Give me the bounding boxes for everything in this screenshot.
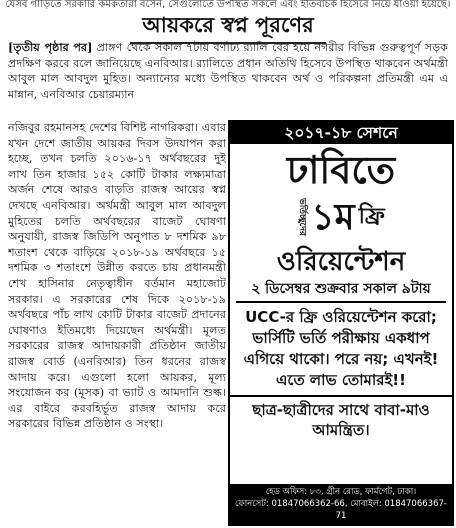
ad-rank-row: [230, 194, 452, 240]
article-intro: [8, 40, 448, 120]
advertisement[interactable]: [228, 120, 454, 526]
ad-vertical-label: ভর্তিচ্ছুদের: [297, 198, 308, 236]
headline-text: আয়করে স্বপ্ন পূরণের: [142, 12, 314, 37]
ad-phones: ফোনসেট: 01847066362-66, মোবাইল: 01847066367-71: [235, 499, 447, 521]
intro-text: প্রাঙ্গণ থেকে সকাল ৭টায় বর্ণাঢ্য র‍্যালি বের হয়ে নগরীর বিভিন্ন গুরুত্বপূর্ণ সড়ক প্রদক্ষিণ করবে বলে জানিয়েছে এনবিআর। র‍্যালিতে প্রধান অতিথি হিসেবে উপস্থিত থাকবেন অর্থমন্ত্রী আবুল মাল আবদুল মুহিত। অন্যান্যের মধ্যে উপস্থিত থাকবেন অর্থ ও পরিকল্পনা প্রতিমন্ত্রী এম এ মান্নান, এনবিআর চেয়ারম্যান: [8, 41, 448, 101]
article-headline: [0, 12, 456, 38]
ad-promo-text: UCC-র ফ্রি ওরিয়েন্টেশন করো; ভার্সিটি ভর্তি পরীক্ষায় একধাপ এগিয়ে থাকো। পরে নয়; এখনই! এতে লাভ তোমারই!!: [243, 308, 439, 389]
ad-rank: ১ম: [311, 196, 355, 238]
ad-session-banner: ২০১৭-১৮ সেশনে: [230, 122, 452, 144]
ad-city: ঢাবিতে: [286, 147, 396, 192]
article-column: [8, 120, 226, 524]
ad-date-line: ২ ডিসেম্বর শুক্রবার সকাল ৯টায়: [236, 280, 446, 303]
ad-invite: ছাত্র-ছাত্রীদের সাথে বাবা-মাও আমন্ত্রিত।: [230, 395, 452, 440]
article-body: নজিবুর রহমানসহ দেশের বিশিষ্ট নাগরিকরা। এবার যখন দেশে জাতীয় আয়কর দিবস উদযাপন করা হচ্ছে, তখন চলতি ২০১৬-১৭ অর্থবছরের দুই লাখ তিন হাজার ১৫২ কোটি টাকার লক্ষ্যমাত্রা অর্জন শেষে আরও বাড়তি রাজস্ব আয়ের স্বপ্ন দেখছে এনবিআর। অর্থমন্ত্রী আবুল মাল আবদুল মুহিতের চলতি অর্থবছরের বাজেট ঘোষণা অনুযায়ী, রাজস্ব জিডিপি অনুপাত ৮ দশমিক ৯৮ শতাংশ থেকে বাড়িয়ে ২০১৮-১৯ অর্থবছরে ১৫ দশমিক ৩ শতাংশে উন্নীত করতে চায় প্রধানমন্ত্রী শেখ হাসিনার নেতৃত্বাধীন বর্তমান মহাজোট সরকার। এ সরকারের শেষ দিকে ২০১৮-১৯ অর্থবছরে পাঁচ লাখ কোটি টাকার বাজেট প্রদানের ঘোষণাও ইতিমধ্যে দিয়েছেন অর্থমন্ত্রী। মূলত সরকারের রাজস্ব আদায়কারী প্রতিষ্ঠান জাতীয় রাজস্ব বোর্ড (এনবিআর) তিন ধরনের রাজস্ব আদায় করে। এগুলো হলো আয়কর, মূল্য সংযোজন কর (মূসক) বা ভ্যাট ও আমদানি শুল্ক। এর বাইরে করবহির্ভূত রাজস্ব আদায় করে সরকারের বিভিন্ন প্রতিষ্ঠান ও সংস্থা।: [8, 121, 226, 431]
ad-footer: [230, 484, 452, 524]
previous-article-tail: যেসব গাড়িতে সরকারি কর্মকর্তারা বসেন, সেগুলোতে উপস্থিত সকলে এবং ইতিবাচক হিসেবে নিয়ে যাওয়া হয়েছে।: [5, 0, 451, 10]
continued-from-label: [তৃতীয় পৃষ্ঠার পর]: [8, 40, 93, 54]
ad-orientation: ওরিয়েন্টেশন: [276, 247, 406, 277]
ad-address: হেড অফিস: ৮৩, গ্রীন রোড, ফার্মগেট, ঢাকা।: [265, 487, 417, 497]
ad-free: ফ্রি: [358, 202, 385, 229]
